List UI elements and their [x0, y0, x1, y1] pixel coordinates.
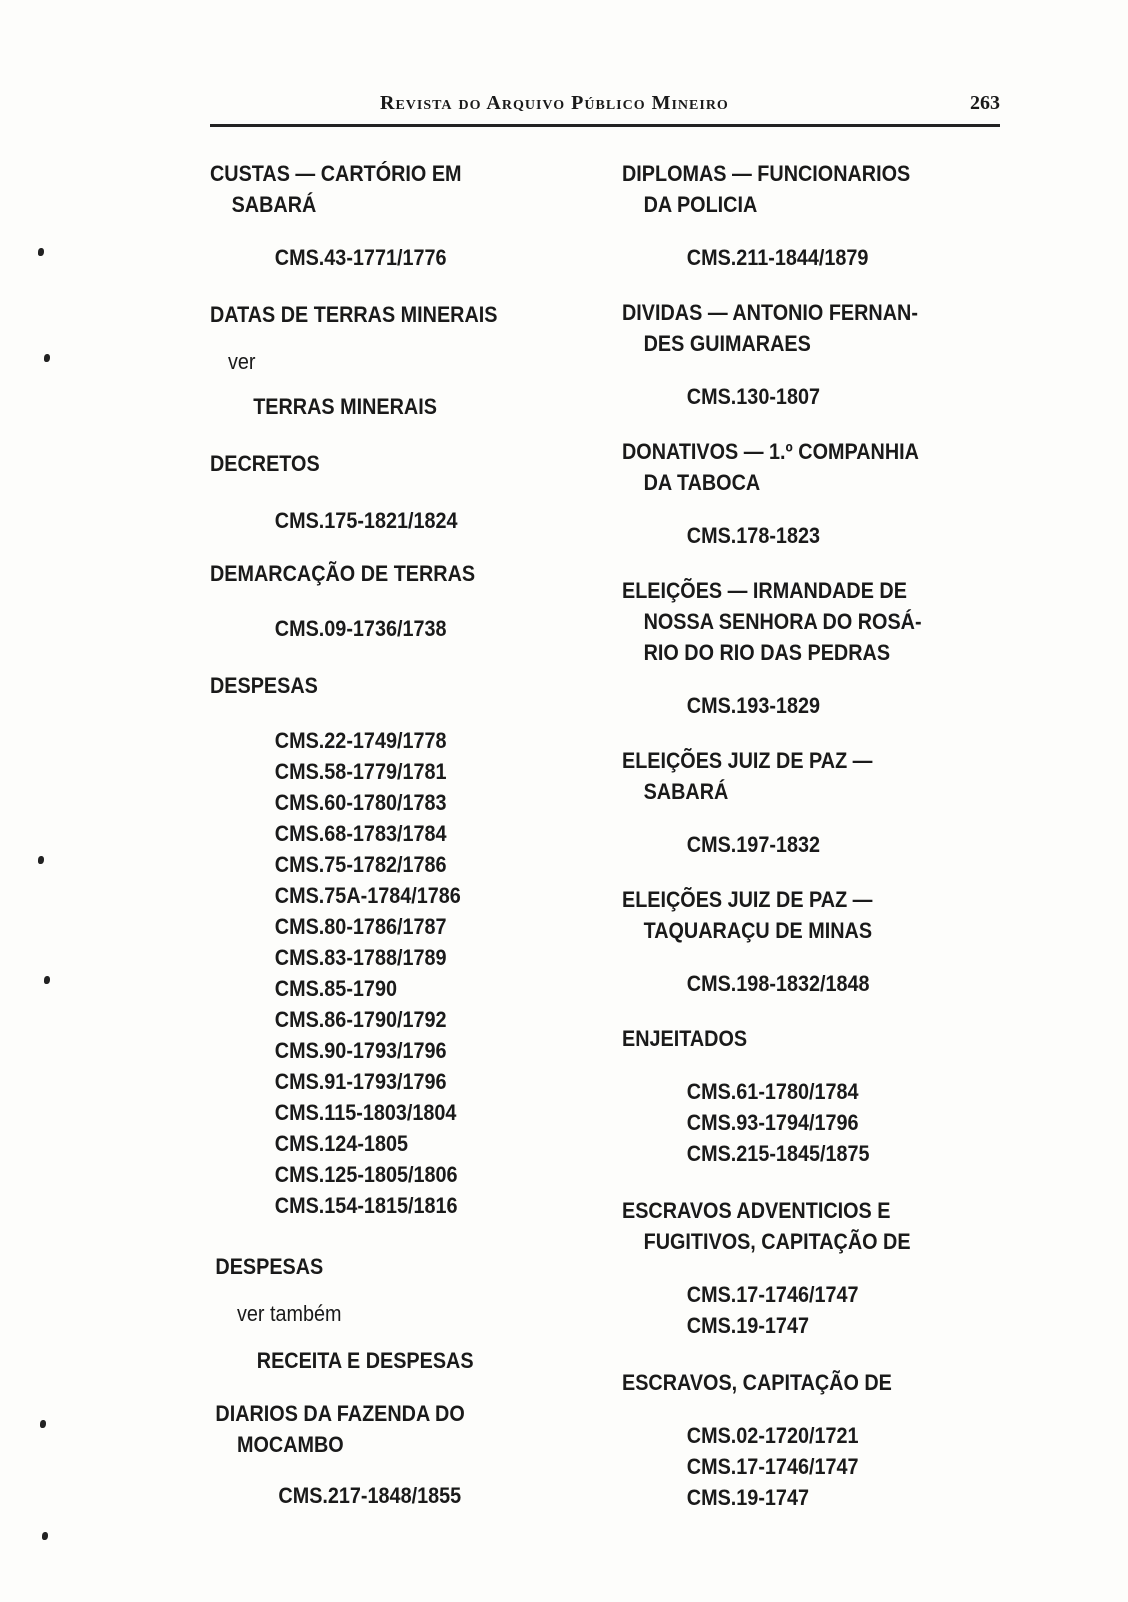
reference-code: CMS.198-1832/1848 — [686, 971, 870, 996]
reference-code: CMS.80-1786/1787 — [274, 914, 447, 939]
reference-list — [278, 1480, 597, 1511]
reference-code: CMS.93-1794/1796 — [686, 1110, 859, 1135]
index-entry — [210, 299, 597, 422]
see-reference-target: TERRAS MINERAIS — [253, 394, 437, 419]
reference-list — [275, 505, 597, 536]
reference-code: CMS.130-1807 — [686, 384, 820, 409]
entry-heading: CUSTAS — CARTÓRIO EM SABARÁ — [210, 161, 462, 217]
index-entry — [622, 884, 1009, 999]
margin-speck — [42, 1532, 48, 1540]
index-entry — [622, 1023, 1009, 1169]
index-entry — [622, 158, 1009, 273]
margin-speck — [44, 354, 50, 362]
index-entry — [210, 1251, 597, 1376]
right-column — [622, 158, 1009, 1513]
index-entry — [210, 670, 597, 1221]
reference-code: CMS.61-1780/1784 — [686, 1079, 859, 1104]
reference-code: CMS.154-1815/1816 — [274, 1193, 458, 1218]
index-entry — [210, 158, 597, 273]
reference-list — [687, 381, 1009, 412]
margin-speck — [38, 248, 44, 256]
entry-heading: DIVIDAS — ANTONIO FERNAN- DES GUIMARAES — [622, 300, 918, 356]
reference-code: CMS.125-1805/1806 — [274, 1162, 458, 1187]
entry-heading: DESPESAS — [210, 673, 318, 698]
entry-heading: DONATIVOS — 1.º COMPANHIA DA TABOCA — [622, 439, 919, 495]
reference-code: CMS.211-1844/1879 — [686, 245, 869, 270]
entry-heading: ELEIÇÕES JUIZ DE PAZ — TAQUARAÇU DE MINAS — [622, 887, 873, 943]
entry-heading: DEMARCAÇÃO DE TERRAS — [210, 561, 476, 586]
reference-code: CMS.75-1782/1786 — [274, 852, 447, 877]
entry-heading: DIPLOMAS — FUNCIONARIOS DA POLICIA — [622, 161, 911, 217]
reference-list — [275, 725, 597, 1221]
entry-heading: ESCRAVOS, CAPITAÇÃO DE — [622, 1370, 892, 1395]
entry-heading: DESPESAS — [215, 1254, 324, 1279]
margin-speck — [38, 856, 44, 864]
reference-code: CMS.124-1805 — [274, 1131, 408, 1156]
reference-code: CMS.22-1749/1778 — [274, 728, 447, 753]
reference-code: CMS.83-1788/1789 — [274, 945, 447, 970]
reference-list — [687, 968, 1009, 999]
entry-heading: ELEIÇÕES JUIZ DE PAZ — SABARÁ — [622, 748, 873, 804]
journal-title: Revista do Arquivo Público Mineiro — [380, 92, 729, 114]
reference-list — [687, 1420, 1009, 1513]
reference-list — [687, 829, 1009, 860]
reference-list — [275, 242, 597, 273]
reference-list — [687, 1279, 1009, 1341]
reference-code: CMS.197-1832 — [686, 832, 820, 857]
margin-speck — [40, 1420, 46, 1428]
index-entry — [622, 436, 1009, 551]
reference-code: CMS.58-1779/1781 — [274, 759, 447, 784]
reference-code: CMS.68-1783/1784 — [274, 821, 447, 846]
entry-heading: DIARIOS DA FAZENDA DO MOCAMBO — [215, 1401, 465, 1457]
page-number: 263 — [970, 92, 1000, 114]
entry-heading: ELEIÇÕES — IRMANDADE DE NOSSA SENHORA DO ROSÁ- RIO DO RIO DAS PEDRAS — [622, 578, 922, 665]
reference-code: CMS.02-1720/1721 — [686, 1423, 859, 1448]
index-entry — [210, 558, 597, 644]
entry-heading: DECRETOS — [210, 451, 320, 476]
reference-code: CMS.86-1790/1792 — [274, 1007, 447, 1032]
reference-code: CMS.215-1845/1875 — [686, 1141, 870, 1166]
reference-code: CMS.178-1823 — [686, 523, 820, 548]
index-entry — [622, 575, 1009, 721]
reference-code: CMS.17-1746/1747 — [686, 1454, 859, 1479]
index-entry — [622, 745, 1009, 860]
reference-code: CMS.193-1829 — [686, 693, 820, 718]
entry-heading: ESCRAVOS ADVENTICIOS E FUGITIVOS, CAPITAÇÃO DE — [622, 1198, 911, 1254]
reference-code: CMS.17-1746/1747 — [686, 1282, 859, 1307]
reference-code: CMS.75A-1784/1786 — [274, 883, 461, 908]
reference-code: CMS.115-1803/1804 — [274, 1100, 457, 1125]
reference-code: CMS.91-1793/1796 — [274, 1069, 447, 1094]
reference-list — [687, 690, 1009, 721]
reference-code: CMS.175-1821/1824 — [274, 508, 458, 533]
reference-list — [275, 613, 597, 644]
margin-speck — [44, 976, 50, 984]
reference-code: CMS.19-1747 — [686, 1313, 809, 1338]
reference-code: CMS.90-1793/1796 — [274, 1038, 447, 1063]
index-entry — [210, 448, 597, 536]
reference-list — [687, 1076, 1009, 1169]
reference-code: CMS.85-1790 — [274, 976, 397, 1001]
see-reference-label: ver também — [237, 1301, 342, 1326]
reference-list — [687, 520, 1009, 551]
left-column — [210, 158, 597, 1511]
index-entry — [622, 297, 1009, 412]
reference-code: CMS.60-1780/1783 — [274, 790, 447, 815]
reference-code: CMS.43-1771/1776 — [274, 245, 447, 270]
reference-code: CMS.217-1848/1855 — [278, 1483, 462, 1508]
see-reference-label: ver — [228, 349, 256, 374]
reference-code: CMS.09-1736/1738 — [274, 616, 447, 641]
running-header — [210, 84, 1000, 127]
index-entry — [622, 1195, 1009, 1341]
reference-list — [687, 242, 1009, 273]
entry-heading: DATAS DE TERRAS MINERAIS — [210, 302, 498, 327]
reference-code: CMS.19-1747 — [686, 1485, 809, 1510]
entry-heading: ENJEITADOS — [622, 1026, 748, 1051]
index-entry — [622, 1367, 1009, 1513]
see-reference-target: RECEITA E DESPESAS — [256, 1348, 474, 1373]
index-entry — [210, 1398, 597, 1511]
